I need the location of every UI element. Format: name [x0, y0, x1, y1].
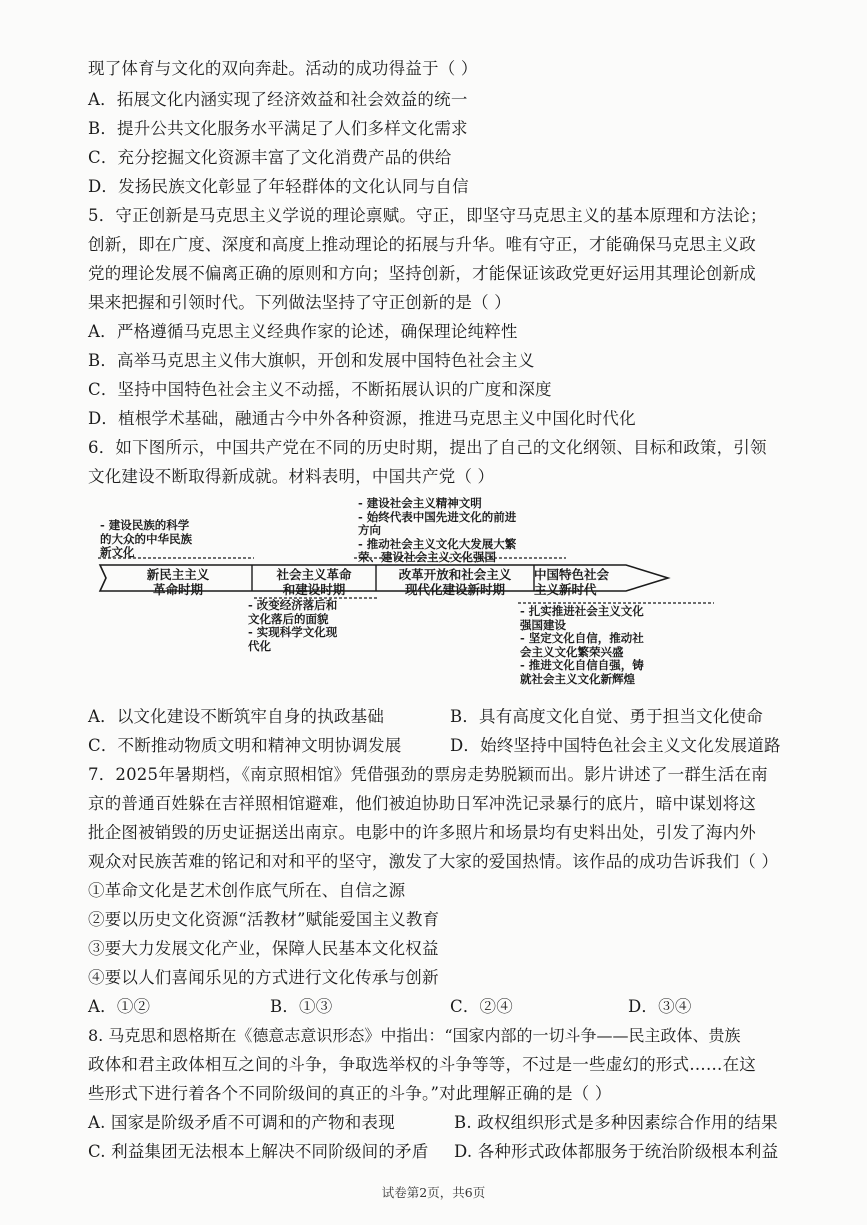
era1-note — [100, 519, 192, 560]
era1-note-line: - 建设民族的科学 — [100, 518, 190, 532]
q4-option-d: D．发扬民族文化彰显了年轻群体的文化认同与自信 — [88, 177, 469, 196]
era-label-reform-opening: 改革开放和社会主义 现代化建设新时期 — [398, 567, 512, 597]
q7-statement-1: ①革命文化是艺术创作底气所在、自信之源 — [88, 881, 406, 900]
era3-note-line: - 推动社会主义文化大发展大繁 — [358, 536, 517, 551]
era1-note-line: 新文化 — [100, 545, 135, 559]
q7-stem-line: 京的普通百姓躲在吉祥照相馆避难，他们被迫协助日军冲洗记录暴行的底片，暗中谋划将这 — [88, 794, 756, 813]
era2-note-line: - 改变经济落后和 — [248, 598, 338, 612]
era3-note — [358, 497, 516, 565]
era4-note-line: 强国建设 — [520, 617, 566, 632]
era4-note — [520, 605, 644, 686]
q5-option-b: B．高举马克思主义伟大旗帜，开创和发展中国特色社会主义 — [88, 351, 535, 370]
q6-timeline-diagram — [96, 495, 716, 700]
q7-stem-line: 批企图被销毁的历史证据送出南京。电影中的许多照片和场景均有史料出处，引发了海内外 — [88, 823, 756, 842]
q6-option-b: B．具有高度文化自觉、勇于担当文化使命 — [450, 707, 763, 726]
q6-stem-line: 6．如下图所示，中国共产党在不同的历史时期，提出了自己的文化纲领、目标和政策，引领 — [88, 438, 767, 457]
q5-option-d: D．植根学术基础，融通古今中外各种资源，推进马克思主义中国化时代化 — [88, 409, 636, 428]
q6-option-c: C．不断推动物质文明和精神文明协调发展 — [88, 736, 402, 755]
era2-note-line: 文化落后的面貌 — [248, 611, 329, 626]
q8-option-c: C. 利益集团无法根本上解决不同阶级间的矛盾 — [88, 1142, 429, 1161]
q5-stem-line: 党的理论发展不偏离正确的原则和方向；坚持创新，才能保证该政党更好运用其理论创新成 — [88, 264, 756, 283]
q8-option-a: A. 国家是阶级矛盾不可调和的产物和表现 — [88, 1113, 395, 1132]
q7-option-b: B．①③ — [270, 997, 333, 1016]
q4-stem-tail: 现了体育与文化的双向奔赴。活动的成功得益于（ ） — [88, 59, 478, 78]
q4-option-a: A．拓展文化内涵实现了经济效益和社会效益的统一 — [88, 90, 468, 109]
q6-option-d: D．始终坚持中国特色社会主义文化发展道路 — [450, 736, 781, 755]
era3-note-line: - 始终代表中国先进文化的前进 — [358, 509, 517, 524]
q7-option-c: C．②④ — [450, 997, 513, 1016]
era-label-new-era: 中国特色社会 主义新时代 — [534, 567, 610, 597]
era3-note-line: - 建设社会主义精神文明 — [358, 496, 482, 510]
q5-stem-line: 果来把握和引领时代。下列做法坚持了守正创新的是（ ） — [88, 293, 511, 312]
era2-note-line: 代化 — [248, 638, 271, 653]
q7-statement-2: ②要以历史文化资源“活教材”赋能爱国主义教育 — [88, 910, 440, 929]
q8-stem-line: 8. 马克思和恩格斯在《德意志意识形态》中指出：“国家内部的一切斗争——民主政体、贵族 — [88, 1026, 741, 1045]
q6-stem-line: 文化建设不断取得新成就。材料表明，中国共产党（ ） — [88, 467, 495, 486]
era4-note-line: 就社会主义文化新辉煌 — [520, 671, 635, 686]
q5-stem-line: 5．守正创新是马克思主义学说的理论禀赋。守正，即坚守马克思主义的基本原理和方法论； — [88, 206, 767, 225]
era4-note-line: - 扎实推进社会主义文化 — [520, 604, 644, 618]
q8-options-row-1 — [88, 1111, 803, 1135]
era3-note-line: 方向 — [358, 523, 381, 537]
q8-option-b: B. 政权组织形式是多种因素综合作用的结果 — [454, 1113, 778, 1132]
q4-option-c: C．充分挖掘文化资源丰富了文化消费产品的供给 — [88, 148, 452, 167]
era2-note-line: - 实现科学文化现 — [248, 625, 338, 639]
q8-stem-line: 些形式下进行着各个不同阶级间的真正的斗争。”对此理解正确的是（ ） — [88, 1084, 612, 1103]
q8-stem-line: 政体和君主政体相互之间的斗争，争取选举权的斗争等等，不过是一些虚幻的形式……在这 — [88, 1055, 756, 1074]
era4-note-line: - 坚定文化自信，推动社 — [520, 631, 644, 645]
q7-statement-4: ④要以人们喜闻乐见的方式进行文化传承与创新 — [88, 968, 439, 987]
q4-option-b: B．提升公共文化服务水平满足了人们多样文化需求 — [88, 119, 468, 138]
q8-options-row-2 — [88, 1140, 803, 1164]
q7-option-d: D．③④ — [628, 997, 692, 1016]
q7-stem-line: 7．2025年暑期档，《南京照相馆》凭借强劲的票房走势脱颖而出。影片讲述了一群生活在南 — [88, 765, 768, 784]
page-footer: 试卷第2页，共6页 — [381, 1185, 486, 1200]
era1-note-line: 的大众的中华民族 — [100, 531, 192, 546]
q6-option-a: A．以文化建设不断筑牢自身的执政基础 — [88, 707, 385, 726]
q7-stem-line: 观众对民族苦难的铭记和对和平的坚守，激发了大家的爱国热情。该作品的成功告诉我们（ ） — [88, 852, 779, 871]
era-label-new-democratic: 新民主主义 革命时期 — [146, 567, 210, 597]
q5-option-c: C．坚持中国特色社会主义不动摇，不断拓展认识的广度和深度 — [88, 380, 552, 399]
q7-statement-3: ③要大力发展文化产业，保障人民基本文化权益 — [88, 939, 439, 958]
era4-note-line: 会主义文化繁荣兴盛 — [520, 644, 624, 659]
era2-note — [248, 599, 337, 653]
era3-note-line: 荣、建设社会主义文化强国 — [358, 550, 496, 564]
q7-option-a: A．①② — [88, 997, 151, 1016]
q8-option-d: D. 各种形式政体都服务于统治阶级根本利益 — [454, 1142, 779, 1161]
era4-note-line: - 推进文化自信自强，铸 — [520, 658, 644, 672]
q7-options-row — [88, 995, 803, 1019]
q5-option-a: A．严格遵循马克思主义经典作家的论述，确保理论纯粹性 — [88, 322, 518, 341]
q5-stem-line: 创新，即在广度、深度和高度上推动理论的拓展与升华。唯有守正，才能确保马克思主义政 — [88, 235, 756, 254]
q6-options-row-2 — [88, 734, 803, 758]
era-label-socialist-construction: 社会主义革命 和建设时期 — [276, 567, 352, 597]
q6-options-row-1 — [88, 705, 803, 729]
